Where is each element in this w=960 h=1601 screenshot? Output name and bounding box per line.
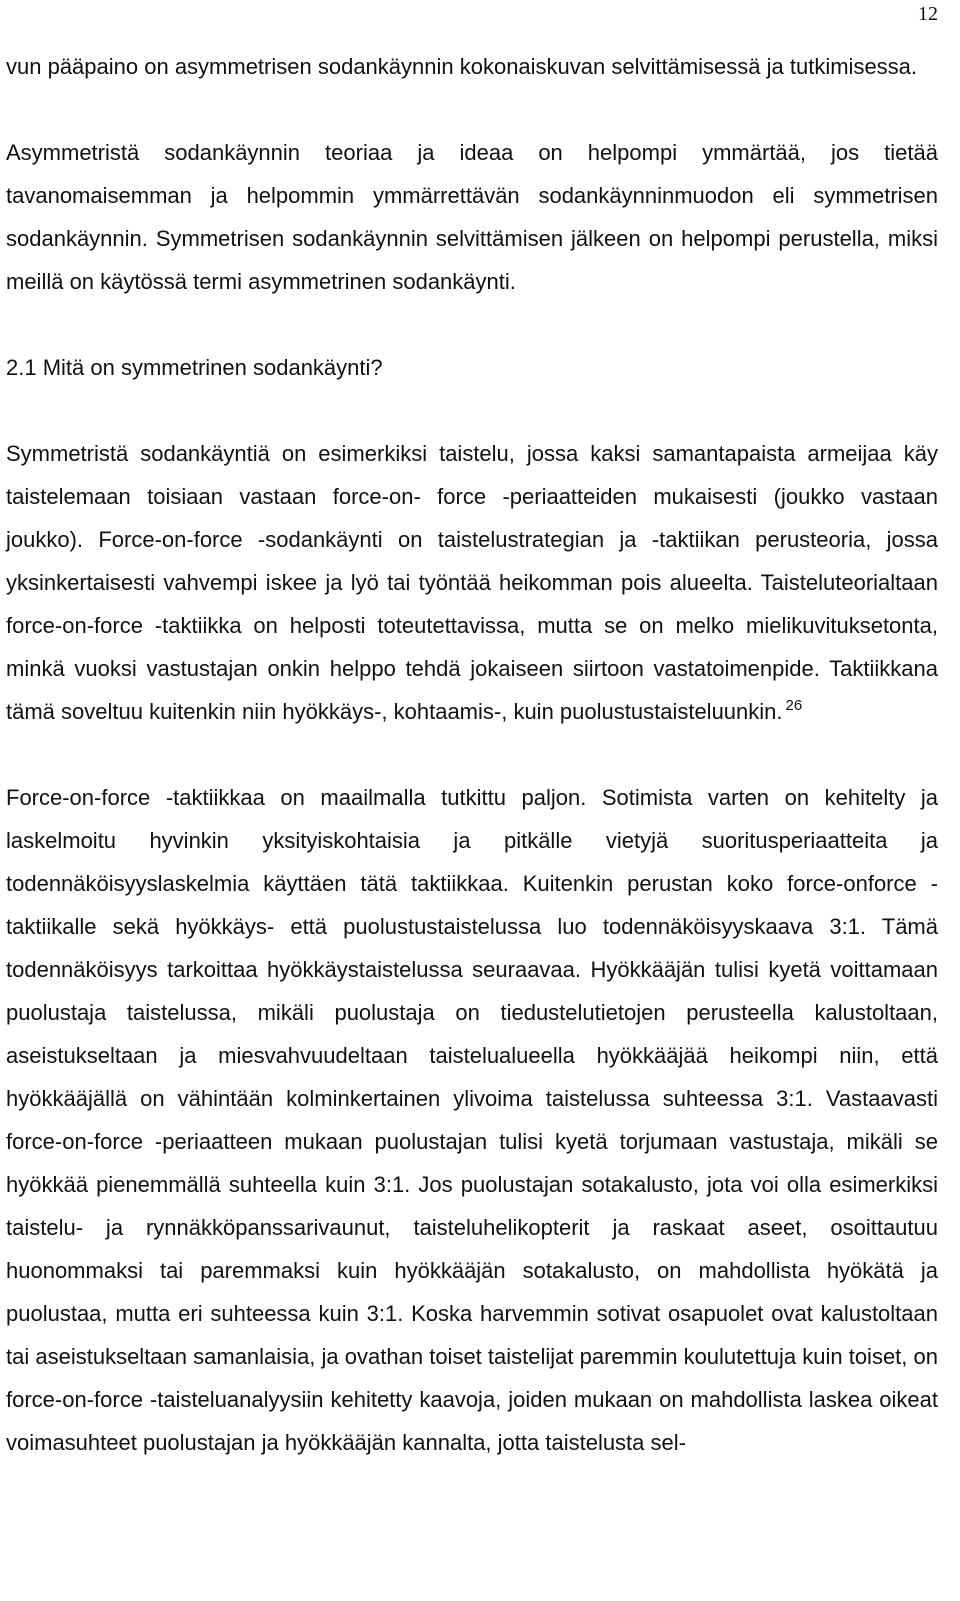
- paragraph-2: Asymmetristä sodankäynnin teoriaa ja ideaa on helpompi ymmärtää, jos tietää tavanomaisemman ja helpommin ymmärrettävän sodankäynninmuodon eli symmetrisen sodankäynnin. Symmetrisen sodankäynnin selvittämisen jälkeen on helpompi perustella, miksi meillä on käytössä termi asymmetrinen sodankäynti.: [6, 140, 938, 294]
- document-body: [6, 45, 938, 1507]
- paragraph-3: [6, 432, 938, 733]
- paragraph-3-text: Symmetristä sodankäyntiä on esimerkiksi taistelu, jossa kaksi samantapaista armeijaa käy taistelemaan toisiaan vastaan force-on- force -periaatteiden mukaisesti (joukko vastaan joukko). Force-on-force -sodankäynti on taistelustrategian ja -taktiikan perusteoria, jossa yksinkertaisesti vahvempi iskee ja lyö tai työntää heikomman pois alueelta. Taisteluteorialtaan force-on-force -taktiikka on helposti toteutettavissa, mutta se on melko mielikuvituksetonta, minkä vuoksi vastustajan onkin helppo tehdä jokaiseen siirtoon vastatoimenpide. Taktiikkana tämä soveltuu kuitenkin niin hyökkäys-, kohtaamis-, kuin puolustustaisteluunkin.: [6, 441, 938, 724]
- page-number: 12: [918, 3, 938, 25]
- paragraph-4: Force-on-force -taktiikkaa on maailmalla tutkittu paljon. Sotimista varten on kehitelty ja laskelmoitu hyvinkin yksityiskohtaisia ja pitkälle vietyjä suoritusperiaatteita ja todennäköisyyslaskelmia käyttäen tätä taktiikkaa. Kuitenkin perustan koko force-onforce -taktiikalle sekä hyökkäys- että puolustustaistelussa luo todennäköisyyskaava 3:1. Tämä todennäköisyys tarkoittaa hyökkäystaistelussa seuraavaa. Hyökkääjän tulisi kyetä voittamaan puolustaja taistelussa, mikäli puolustaja on tiedustelutietojen perusteella kalustoltaan, aseistukseltaan ja miesvahvuudeltaan taistelualueella hyökkääjää heikompi niin, että hyökkääjällä on vähintään kolminkertainen ylivoima taistelussa suhteessa 3:1. Vastaavasti force-on-force -periaatteen mukaan puolustajan tulisi kyetä torjumaan vastustaja, mikäli se hyökkää pienemmällä suhteella kuin 3:1. Jos puolustajan sotakalusto, jota voi olla esimerkiksi taistelu- ja rynnäkköpanssarivaunut, taisteluhelikopterit ja raskaat aseet, osoittautuu huonommaksi tai paremmaksi kuin hyökkääjän sotakalusto, on mahdollista hyökätä ja puolustaa, mutta eri suhteessa kuin 3:1. Koska harvemmin sotivat osapuolet ovat kalustoltaan tai aseistukseltaan samanlaisia, ja ovathan toiset taistelijat paremmin koulutettuja kuin toiset, on force-on-force -taisteluanalyysiin kehitetty kaavoja, joiden mukaan on mahdollista laskea oikeat voimasuhteet puolustajan ja hyökkääjän kannalta, jotta taistelusta sel-: [6, 785, 938, 1455]
- footnote-reference: 26: [785, 697, 803, 714]
- paragraph-1: vun pääpaino on asymmetrisen sodankäynnin kokonaiskuvan selvittämisessä ja tutkimisessa.: [6, 54, 918, 79]
- section-heading: 2.1 Mitä on symmetrinen sodankäynti?: [6, 355, 383, 380]
